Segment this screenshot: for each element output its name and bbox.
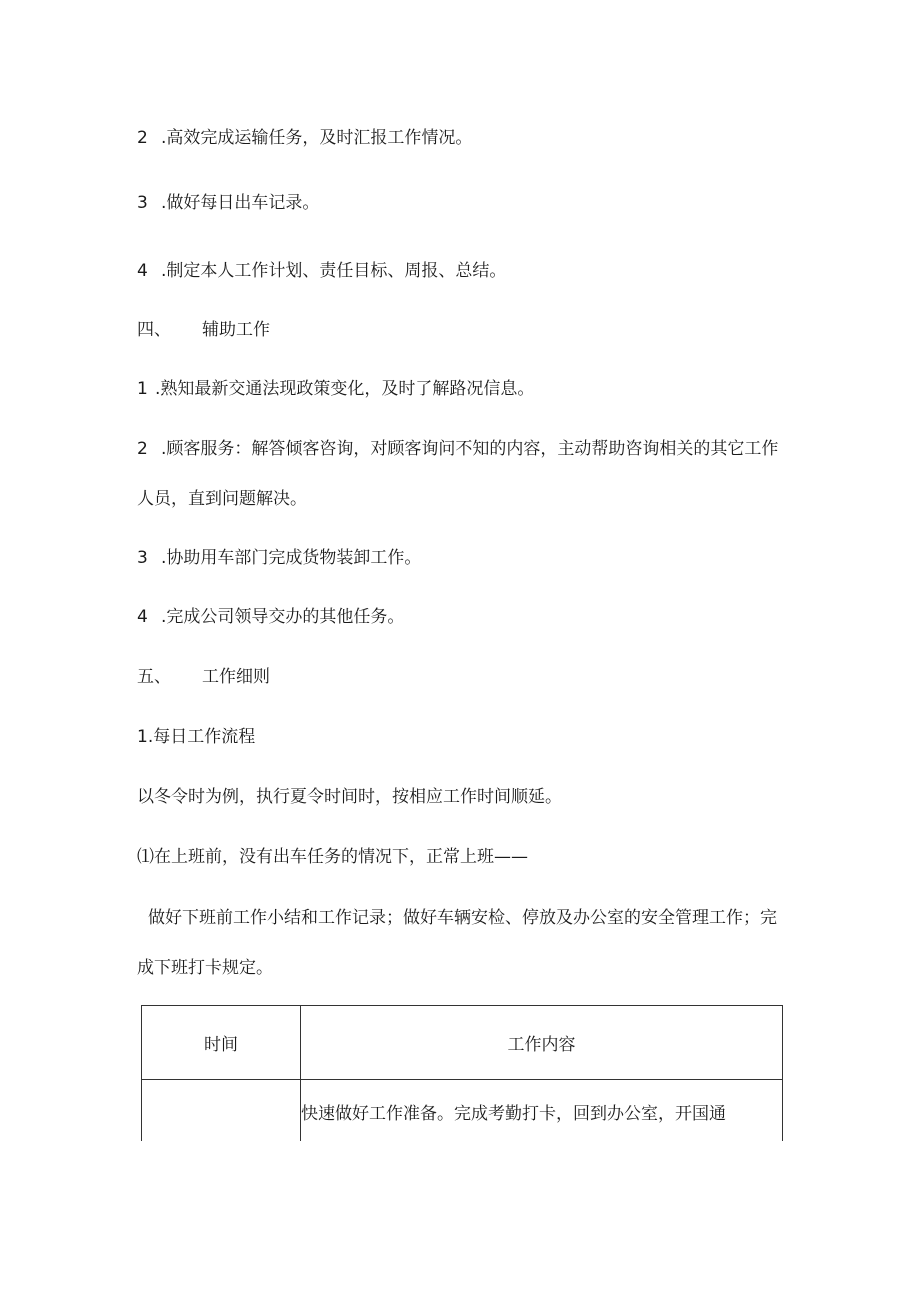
subsection-title: 1.每日工作流程 — [137, 727, 256, 747]
page-cut-mask — [130, 1141, 800, 1161]
header-time: 时间 — [142, 1006, 301, 1080]
paragraph: 以冬令时为例，执行夏令时间时，按相应工作时间顺延。 — [137, 787, 562, 807]
item-text: .协助用车部门完成货物装卸工作。 — [161, 548, 422, 568]
header-content: 工作内容 — [301, 1006, 783, 1080]
item-number: 3 — [137, 193, 148, 213]
item-text: .高效完成运输任务，及时汇报工作情况。 — [161, 128, 473, 148]
work-schedule-table — [141, 1005, 783, 1161]
list-item — [137, 437, 778, 461]
item-number: 1 — [137, 379, 148, 399]
item-text: .熟知最新交通法现政策变化，及时了解路况信息。 — [155, 379, 535, 399]
list-item — [137, 126, 472, 150]
list-item — [137, 259, 506, 283]
list-item — [137, 377, 534, 401]
item-text: .完成公司领导交办的其他任务。 — [161, 607, 405, 627]
item-text: .制定本人工作计划、责任目标、周报、总结。 — [161, 261, 507, 281]
section-number: 五、 — [137, 667, 171, 687]
item-text: .做好每日出车记录。 — [161, 193, 320, 213]
section-title: 工作细则 — [202, 667, 270, 687]
list-item — [137, 605, 404, 629]
list-item — [137, 546, 421, 570]
table-header-row — [142, 1006, 783, 1080]
item-number: 4 — [137, 261, 148, 281]
section-title: 辅助工作 — [202, 320, 270, 340]
section-number: 四、 — [137, 320, 171, 340]
cell-content-text: 快速做好工作准备。完成考勤打卡，回到办公室，开国通 — [301, 1104, 726, 1124]
paragraph: ⑴在上班前，没有出车任务的情况下，正常上班—— — [137, 847, 528, 867]
item-number: 2 — [137, 439, 148, 459]
section-heading — [137, 318, 270, 342]
list-item — [137, 191, 319, 215]
item-number: 2 — [137, 128, 148, 148]
item-number: 4 — [137, 607, 148, 627]
paragraph-continuation: 成下班打卡规定。 — [137, 958, 273, 978]
item-text: .顾客服务：解答倾客咨询，对顾客询问不知的内容，主动帮助咨询相关的其它工作 — [161, 439, 779, 459]
section-heading — [137, 665, 270, 689]
item-number: 3 — [137, 548, 148, 568]
item-text-continuation: 人员，直到问题解决。 — [137, 489, 307, 509]
paragraph: 做好下班前工作小结和工作记录；做好车辆安检、停放及办公室的安全管理工作；完 — [148, 908, 777, 928]
